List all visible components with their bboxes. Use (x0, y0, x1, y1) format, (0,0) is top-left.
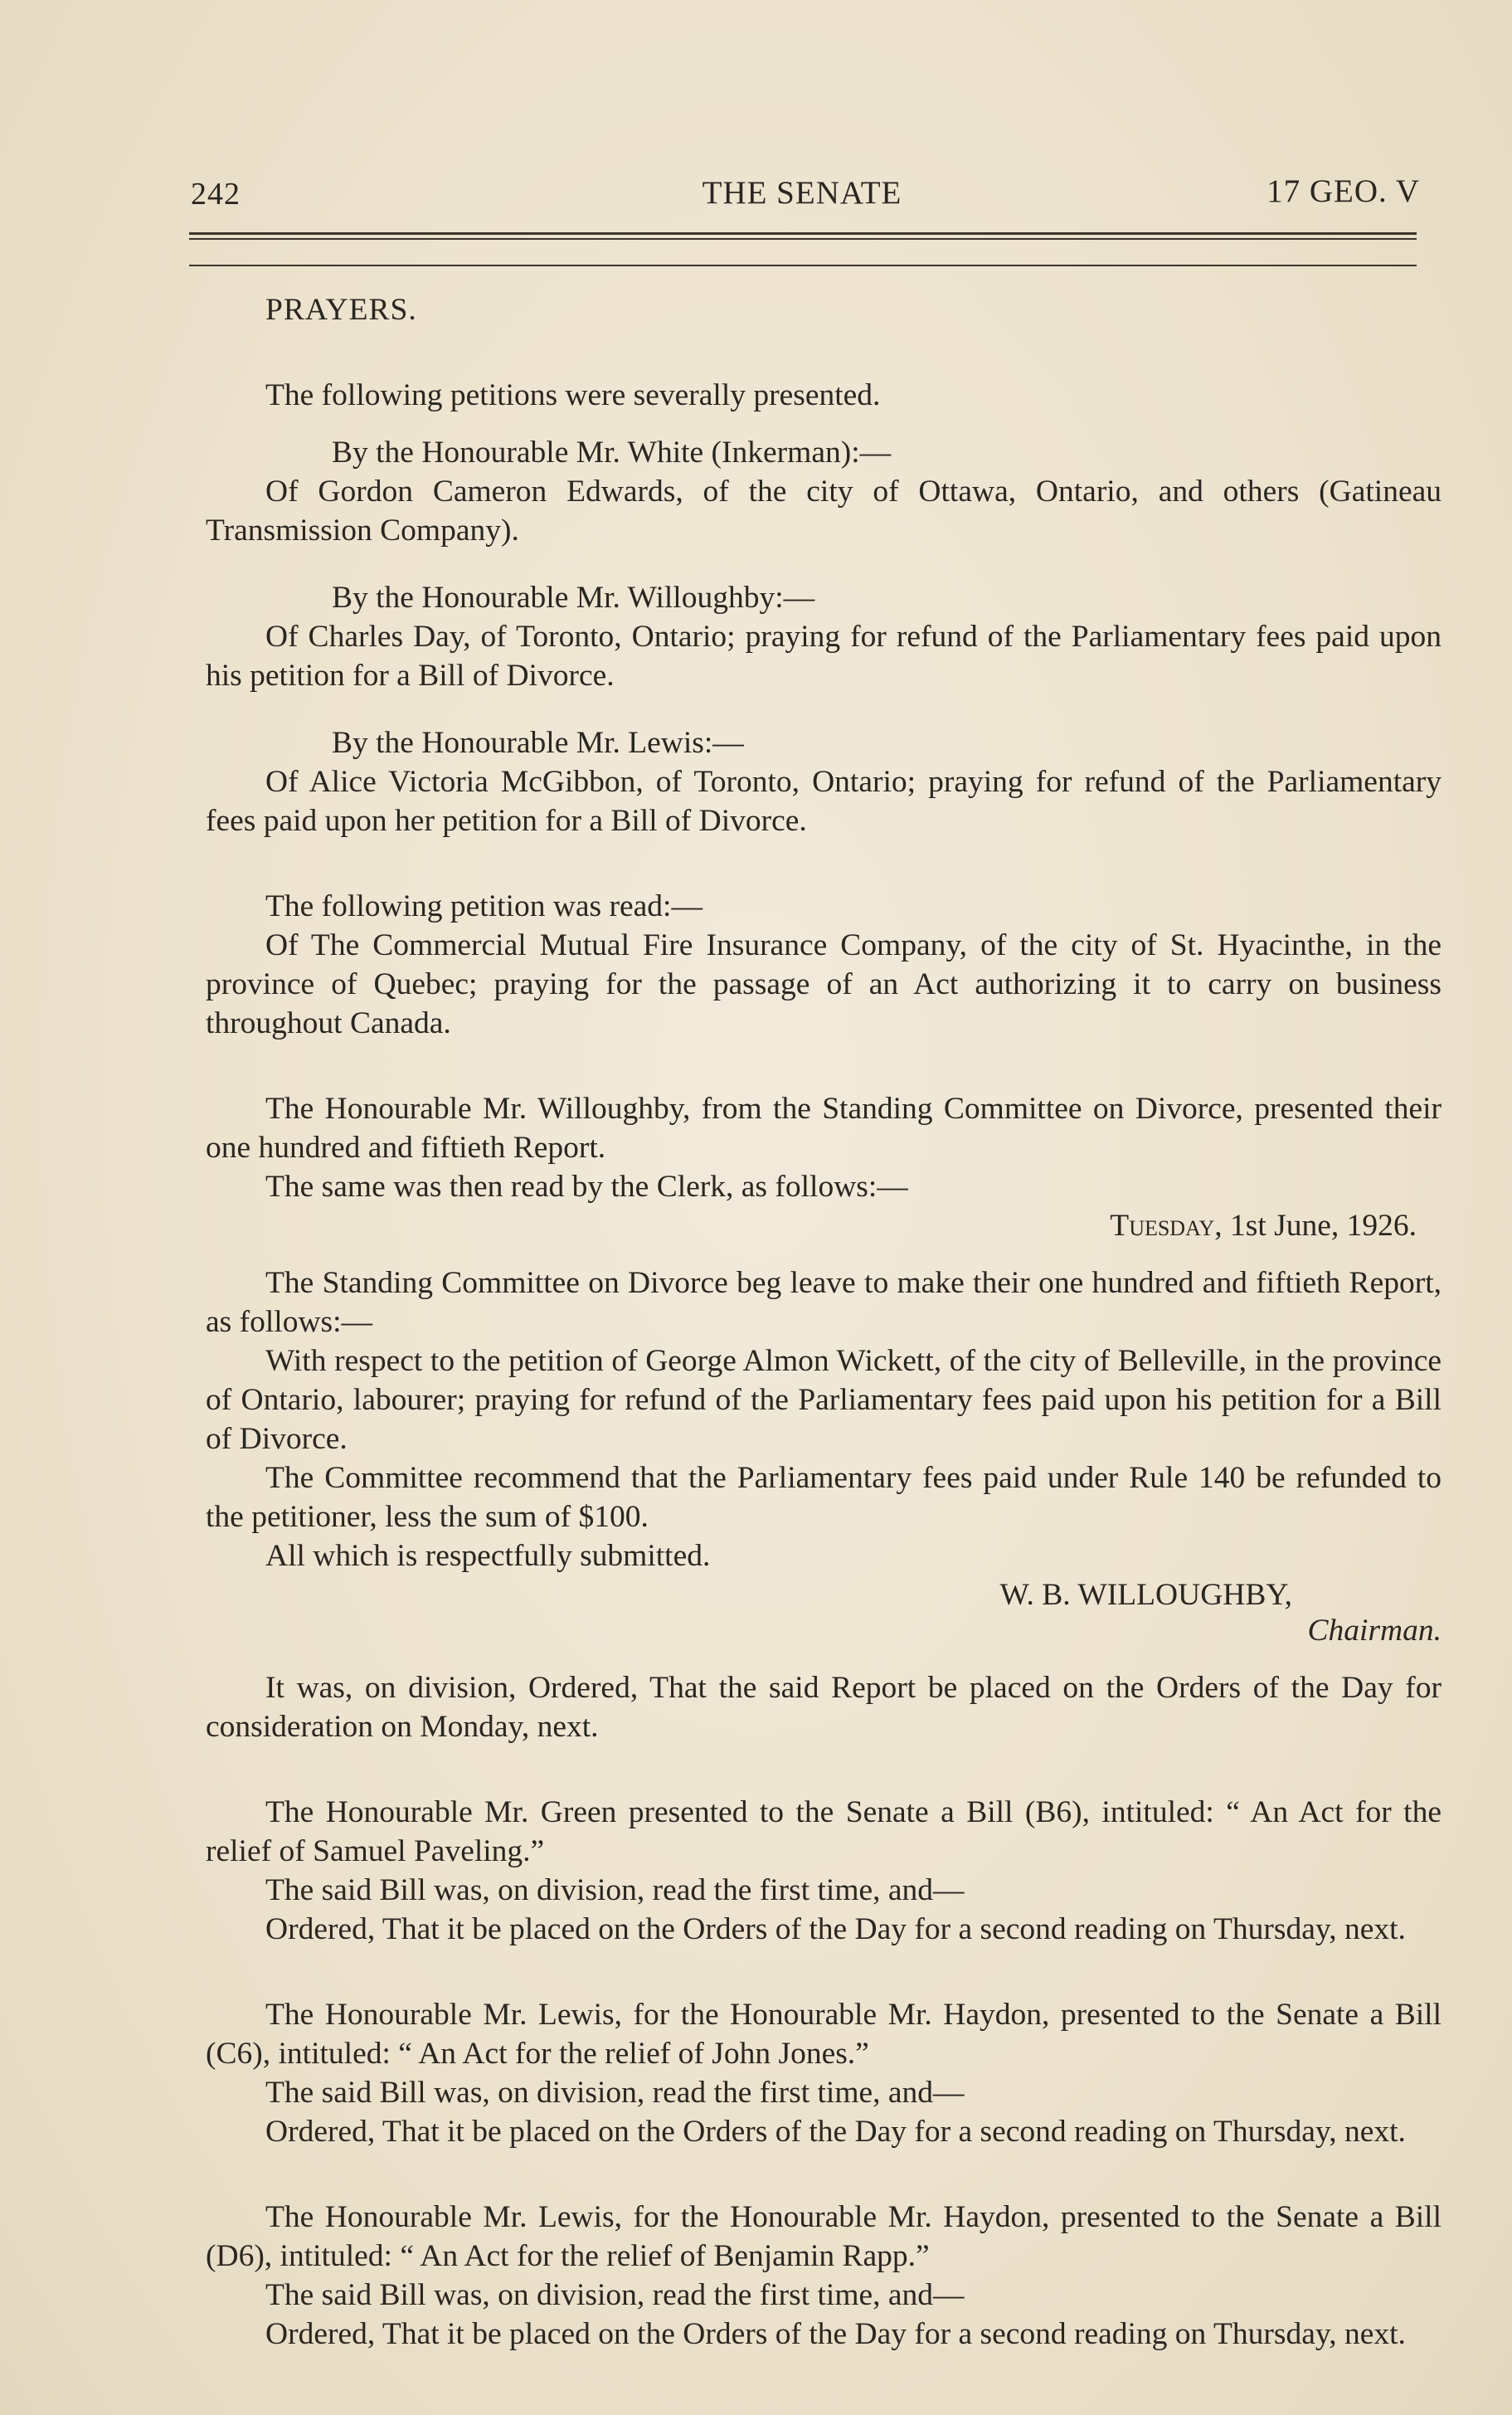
petition-text: Of Gordon Cameron Edwards, of the city of Ottawa, Ontario, and others (Gatineau Transmission Company). (206, 475, 1442, 548)
bill-presented: The Honourable Mr. Lewis, for the Honourable Mr. Haydon, presented to the Senate a Bill (D6), intituled: “ An Act for the relief of Benjamin Rapp.” (206, 2200, 1442, 2273)
report-ordered: It was, on division, Ordered, That the said Report be placed on the Orders of the Day for consideration on Monday, next. (206, 1671, 1442, 1744)
page-header (184, 166, 1420, 224)
petition-read-intro: The following petition was read:— (265, 889, 703, 923)
section-heading: PRAYERS. (265, 293, 417, 327)
report-respect: With respect to the petition of George Almon Wickett, of the city of Belleville, in the province of Ontario, labourer; praying for refund of the Parliamentary fees paid upon his petition for a Bill of Divorce. (206, 1344, 1442, 1456)
page-title: THE SENATE (702, 175, 902, 211)
petition-read-text: Of The Commercial Mutual Fire Insurance Company, of the city of St. Hyacinthe, in the province of Quebec; praying for the passage of an Act authorizing it to carry on business throughout Canada. (206, 928, 1442, 1040)
report-read-by-clerk: The same was then read by the Clerk, as follows:— (265, 1170, 908, 1204)
petition-by: By the Honourable Mr. Willoughby:— (332, 581, 815, 615)
bill-presented: The Honourable Mr. Green presented to the Senate a Bill (B6), intituled: “ An Act for the relief of Samuel Paveling.” (206, 1795, 1442, 1868)
bill-first-reading: The said Bill was, on division, read the first time, and— (265, 2278, 965, 2312)
bill-ordered: Ordered, That it be placed on the Orders of the Day for a second reading on Thursday, next. (265, 2115, 1406, 2149)
bill-first-reading: The said Bill was, on division, read the first time, and— (265, 1873, 965, 1907)
petition-text: Of Charles Day, of Toronto, Ontario; praying for refund of the Parliamentary fees paid upon his petition for a Bill of Divorce. (206, 620, 1442, 693)
report-date-rest: 1st June, 1926. (1230, 1209, 1417, 1243)
petition-by: By the Honourable Mr. White (Inkerman):— (332, 436, 892, 470)
report-date (206, 1206, 1442, 1245)
petition-by: By the Honourable Mr. Lewis:— (332, 726, 744, 760)
report-date-day: Tuesday, (1110, 1209, 1223, 1243)
bill-ordered: Ordered, That it be placed on the Orders of the Day for a second reading on Thursday, next. (265, 2317, 1406, 2351)
header-rule (189, 232, 1417, 235)
petition-text: Of Alice Victoria McGibbon, of Toronto, Ontario; praying for refund of the Parliamentary fees paid upon her petition for a Bill of Divorce. (206, 765, 1442, 838)
bill-first-reading: The said Bill was, on division, read the first time, and— (265, 2076, 965, 2110)
regnal-year: 17 GEO. V (1266, 173, 1420, 209)
report-signatory-title: Chairman. (1307, 1614, 1442, 1648)
page-number: 242 (191, 177, 241, 212)
report-recommend: The Committee recommend that the Parliamentary fees paid under Rule 140 be refunded to the petitioner, less the sum of $100. (206, 1461, 1442, 1534)
bill-presented: The Honourable Mr. Lewis, for the Honourable Mr. Haydon, presented to the Senate a Bill (C6), intituled: “ An Act for the relief of John Jones.” (206, 1998, 1442, 2071)
bill-ordered: Ordered, That it be placed on the Orders of the Day for a second reading on Thursday, next. (265, 1912, 1406, 1946)
document-body (206, 290, 1442, 2354)
header-rule (189, 265, 1417, 266)
header-rule (189, 238, 1417, 240)
report-signatory: W. B. WILLOUGHBY, (999, 1578, 1292, 1612)
report-submitted: All which is respectfully submitted. (265, 1539, 711, 1573)
petitions-intro: The following petitions were severally presented. (265, 378, 881, 412)
report-presented: The Honourable Mr. Willoughby, from the Standing Committee on Divorce, presented their one hundred and fiftieth Report. (206, 1092, 1442, 1165)
report-opening: The Standing Committee on Divorce beg leave to make their one hundred and fiftieth Report, as follows:— (206, 1266, 1442, 1339)
